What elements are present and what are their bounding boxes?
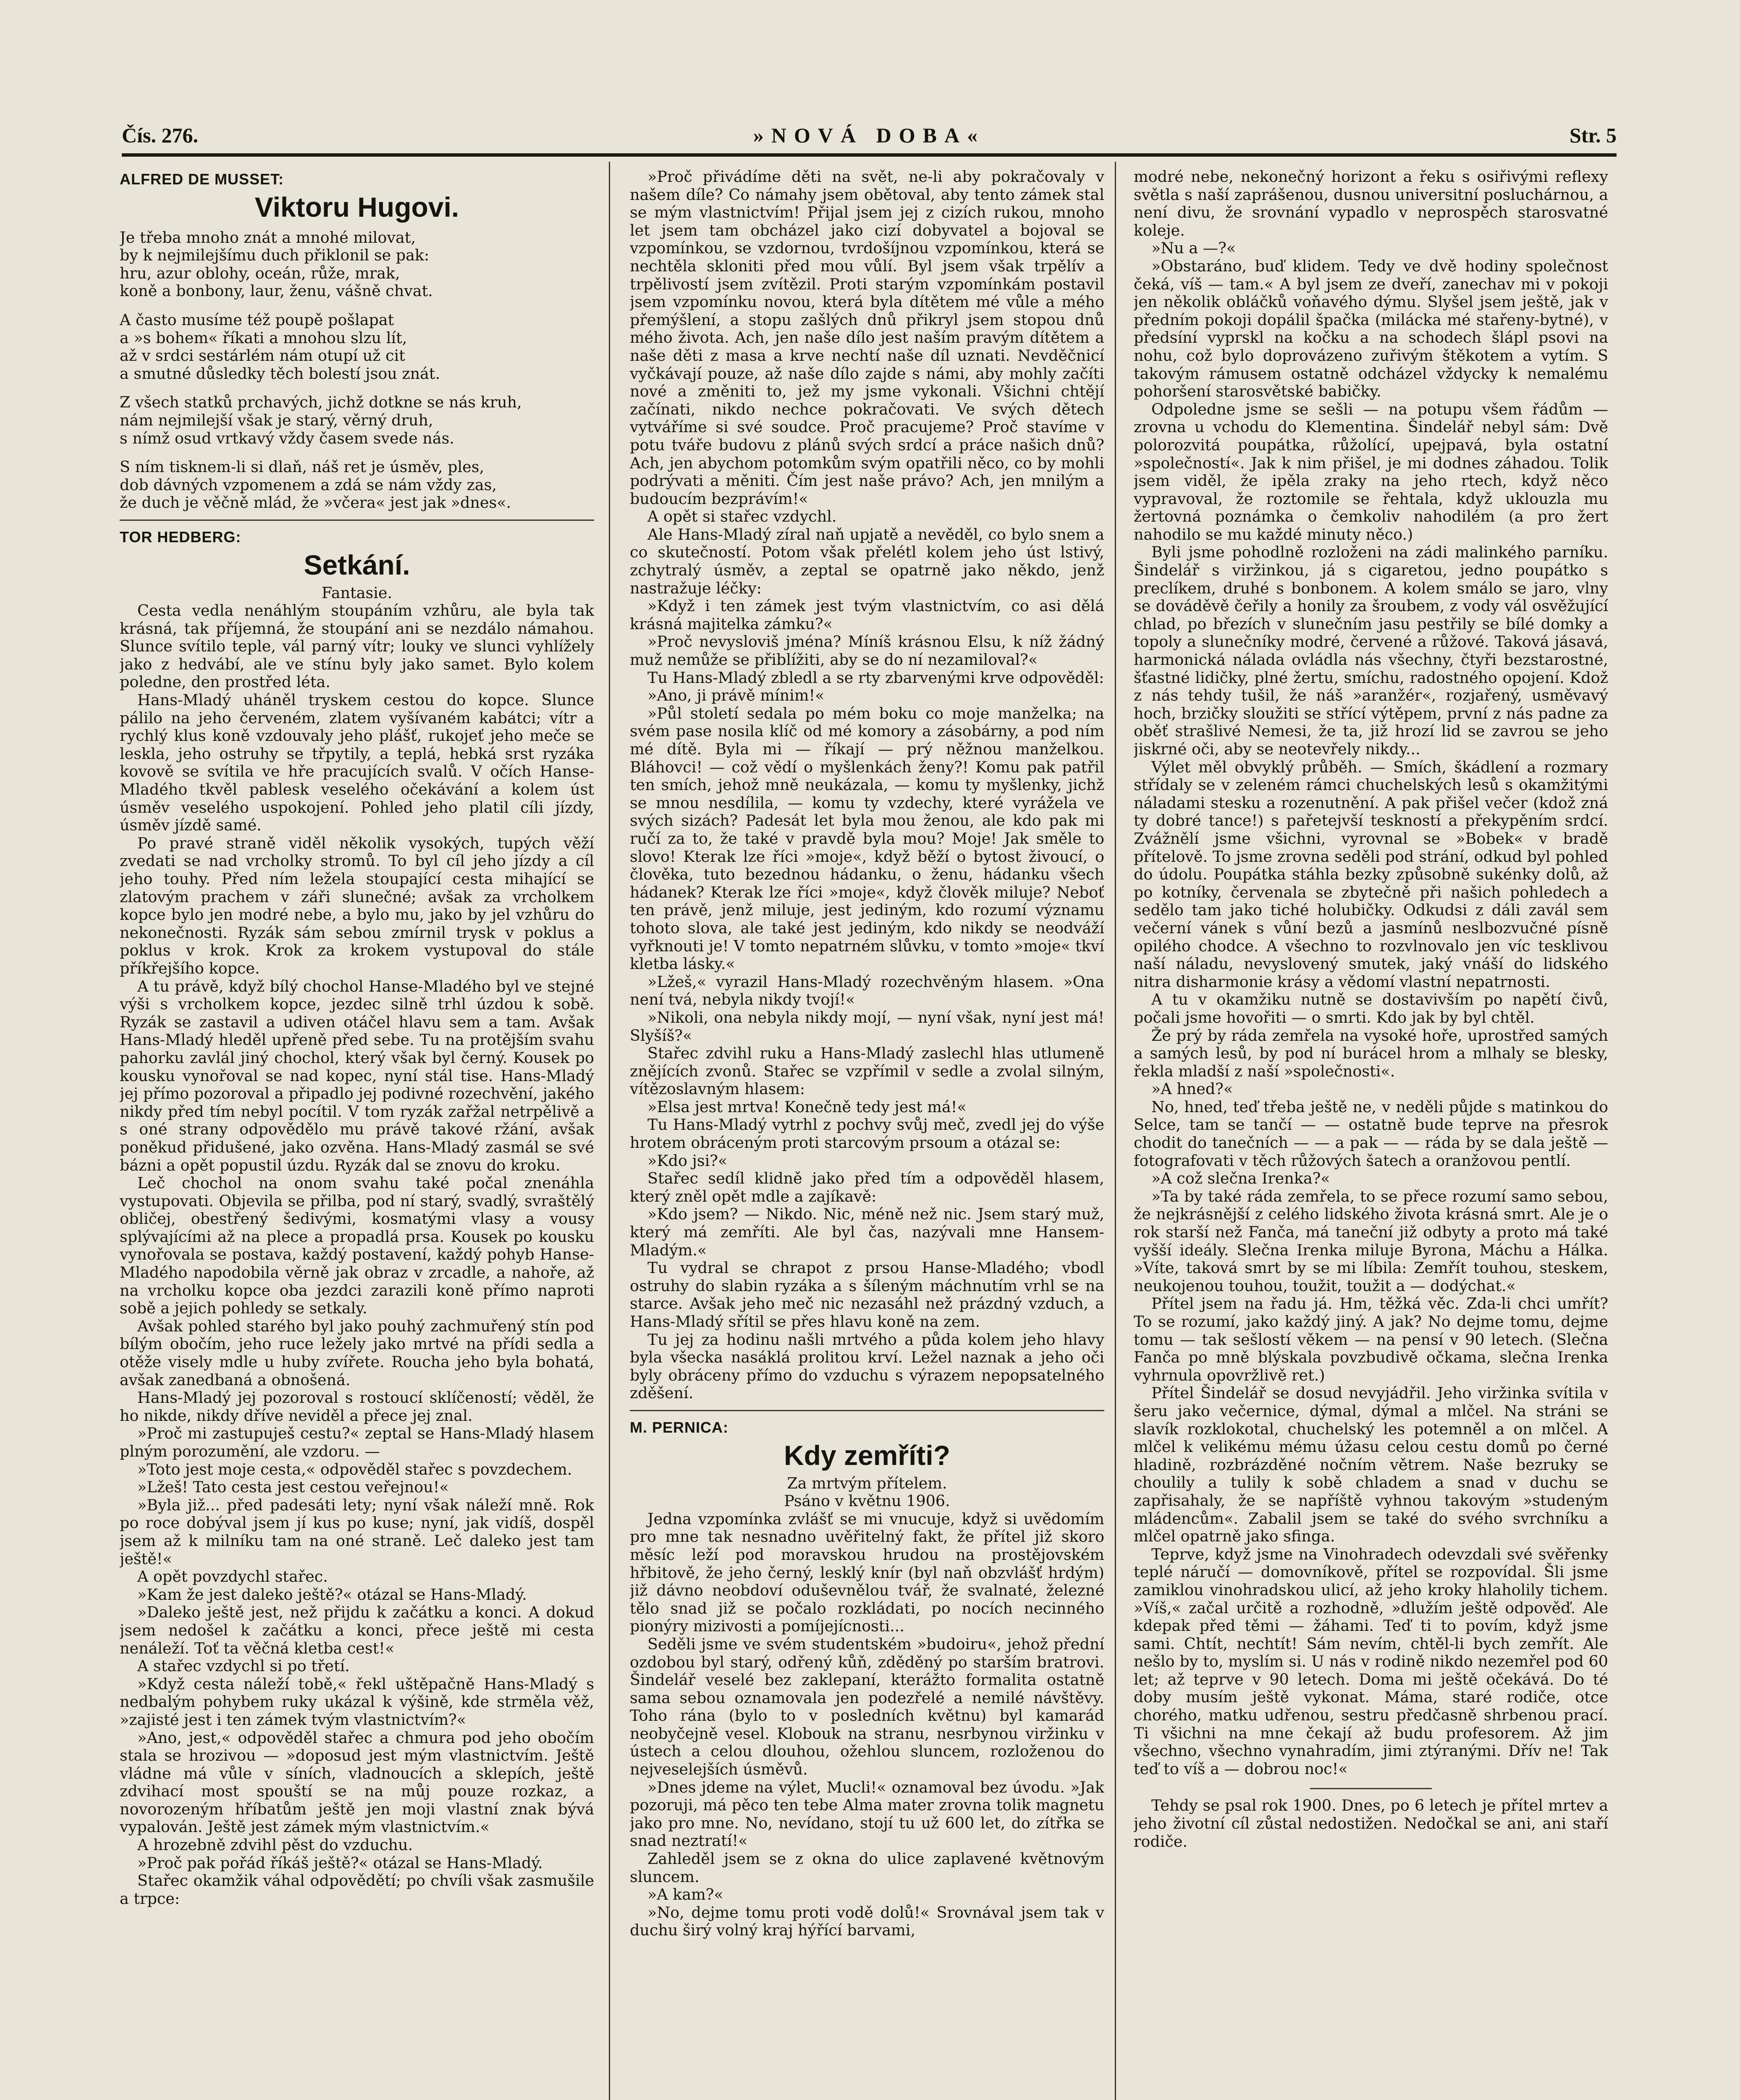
poem-line: až v srdci sestárlém nám otupí už cit bbox=[120, 346, 405, 365]
article-subtitle: Za mrtvým přítelem. bbox=[787, 1474, 947, 1492]
poem-title: Viktoru Hugovi. bbox=[254, 191, 459, 223]
paragraph: A hrozebně zdvihl pěst do vzduchu. bbox=[137, 1836, 413, 1854]
poem-line: a smutné důsledky těch bolestí jsou znát. bbox=[120, 364, 440, 383]
paragraph: Teprve, když jsme na Vinohradech odevzdali své svěřenky teplé náručí — domovníkově, přítel se rozpovídal. Šli jsme zamiklou vinohradskou ulicí, až jeho kroky hlaholily tichem. »Víš,« začal určitě a rozhodně, »dlužím ještě odpověď. Ale kdepak před těmi — žáhami. Teď ti to povím, když jsme sami. Chtít, nechtít! Sám nevím, chtěl-li bych zemřít. Ale nešlo by to, myslím si. U nás v rodině nikdo nezemřel pod 60 let; až teprve v 90 letech. Doma mi ještě očekává. Do té doby musím ještě vykonat. Máma, staré rodiče, otce chorého, matku udřenou, sestru předčasně shrbenou prací. Ti všichni na mne čekají až budu profesorem. Až jim všechno, všechno vynahradím, jimi ztýranými. Dřív ne! Tak teď to víš a — dobrou noc!« bbox=[1134, 1545, 1608, 1778]
paragraph: Ale Hans-Mladý zíral naň upjatě a nevěděl, co bylo snem a co skutečností. Potom však přelétl kolem jeho úst lstivý, zchytralý úsměv, a zeptal se opatrně jako někdo, jenž nastražuje léčky: bbox=[630, 525, 1104, 597]
article-dateline: Psáno v květnu 1906. bbox=[784, 1492, 950, 1510]
poem-line: nám nejmilejší však je starý, věrný druh, bbox=[120, 411, 433, 429]
poem-line: a »s bohem« říkati a mnohou slzu lít, bbox=[120, 328, 407, 347]
article-body bbox=[630, 1510, 1104, 1940]
paragraph: »A hned?« bbox=[1151, 1080, 1233, 1098]
paragraph: Tu jej za hodinu našli mrtvého a půda kolem jeho hlavy byla všecka nasáklá prolitou krví. Ležel naznak a jeho oči byly obráceny přímo do vzduchu s výrazem nepopsatelného zděšení. bbox=[630, 1330, 1104, 1402]
closing-paragraph: Tehdy se psal rok 1900. Dnes, po 6 letech je přítel mrtev a jeho životní cíl zůstal nedostižen. Nedočkal se ani, ani staří rodiče. bbox=[1134, 1796, 1608, 1851]
paragraph: »Lžeš! Tato cesta jest cestou veřejnou!« bbox=[137, 1478, 449, 1496]
paragraph: »Elsa jest mrtva! Konečně tedy jest má!« bbox=[647, 1097, 967, 1116]
poem-line: Z všech statků prchavých, jichž dotkne se nás kruh, bbox=[120, 393, 522, 412]
poem-line: dob dávných vzpomenem a zdá se nám vždy zas, bbox=[120, 475, 497, 494]
paragraph: »Obstaráno, buď klidem. Tedy ve dvě hodiny společnost čeká, víš — tam.« A byl jsem ze dveří, zanechav mi v pokoji jen několik obláčků voňavého dýmu. Slyšel jsem ještě, jak v předním pokoji dopálil špačka (milácka mé stařeny-bytné), v předsíní vyprskl na kočku a na schodech šlápl psovi na nohu, což bylo doprovázeno zuřivým štěkotem a vytím. S takovým rámusem ostatně odcházel vždycky k nemalému pohoršení starosvětské babičky. bbox=[1134, 257, 1608, 401]
paragraph: »Toto jest moje cesta,« odpověděl stařec s povzdechem. bbox=[137, 1460, 572, 1478]
paragraph: »A což slečna Irenka?« bbox=[1151, 1169, 1330, 1188]
article-title: Kdy zemříti? bbox=[784, 1439, 951, 1471]
paragraph: »Když i ten zámek jest tvým vlastnictvím, co asi dělá krásná majitelka zámku?« bbox=[630, 597, 1104, 633]
poem-line: že duch je věčně mlád, že »včera« jest jak »dnes«. bbox=[120, 494, 511, 512]
paragraph: Odpoledne jsme se sešli — na potupu všem řádům — zrovna u vchodu do Klementina. Šindelář nebyl sám: Dvě polorozvitá poupátka, růžolící, upejpavá, byla ostatní »společností«. Jak k nim přišel, je mi dodnes záhadou. Tolik jsem viděl, že ipěla zraky na jeho rtech, když něco vypravoval, že roztomile se řehtala, když uklouzla mu žertovná poznámka o čemkoliv nahodilém (a pro žert nahodilo se mu každé minuty něco.) bbox=[1134, 400, 1608, 543]
paragraph: A tu právě, když bílý chochol Hanse-Mladého byl ve stejné výši s vrcholkem kopce, jezdec silně trhl úzdou k sobě. Ryzák se zastavil a udiven otáčel hlavu sem a tam. Avšak Hans-Mladý hleděl upřeně před sebe. Tu na protějším svahu pahorku zavlál jiný chochol, který však byl černý. Kousek po kousku vynořoval se nad kopec, nyní stál tise. Hans-Mladý jej přímo pozoroval a připadlo jej podivné rozechvění, jakého nikdy před tím nebyl pocítil. V tom ryzák zařžal netrpělivě a s oné strany odpovědělo mu právě takové ržání, avšak poněkud přidušené, jako ozvěna. Hans-Mladý zasmál se své bázni a opět popustil úzdu. Ryzák dal se znovu do kroku. bbox=[120, 977, 594, 1174]
page-number: Str. 5 bbox=[1569, 123, 1617, 147]
poem-line: by k nejmilejšímu duch přiklonil se pak: bbox=[120, 246, 430, 265]
closing-rule bbox=[1310, 1788, 1432, 1789]
paragraph: »A kam?« bbox=[647, 1885, 723, 1904]
paragraph: »Kdo jsi?« bbox=[647, 1151, 728, 1170]
section-rule bbox=[630, 1410, 1104, 1411]
paragraph: Leč chochol na onom svahu také počal znenáhla vystupovati. Objevila se přilba, pod ní starý, svadlý, svraštělý obličej, obestřený šedivými, kosmatými vlasy a vousy splývajícími až na plece a propadlá prsa. Kousek po kousku vynořovala se postava, každý postavení, každý pohyb Hanse-Mladého napodobila věrně jak obraz v zrcadle, a nahoře, až na vrcholku kopce oba jezdci zarazili koně přímo naproti sobě a jejich pohledy se setkaly. bbox=[120, 1174, 594, 1318]
masthead bbox=[122, 120, 1617, 149]
paragraph: »Když cesta náleží tobě,« řekl uštěpačně Hans-Mladý s nedbalým pohybem ruky ukázal k výšině, kde strměla věž, »zajisté jest i ten zámek tvým vlastnictvím?« bbox=[120, 1675, 594, 1729]
paragraph: Jedna vzpomínka zvlášť se mi vnucuje, když si uvědomím pro mne tak nesnadno uvěřitelný fakt, že přítel již skoro měsíc leží pod moravskou hrudou na prostějovském hřbitově, že jeho černý, lesklý knír (byl naň obzvlášť hrdým) již dávno neobdoví oduševnělou tvář, že svalnaté, železné tělo snad již se počalo rozkládati, po nocích necinného pionýry mizivosti a pomíjejícnosti... bbox=[630, 1509, 1104, 1635]
poem-body bbox=[120, 229, 594, 512]
paragraph: »Lžeš,« vyrazil Hans-Mladý rozechvěným hlasem. »Ona není tvá, nebyla nikdy tvojí!« bbox=[630, 972, 1104, 1009]
poem-line: S ním tisknem-li si dlaň, náš ret je úsměv, ples, bbox=[120, 458, 485, 476]
story-title: Setkání. bbox=[304, 549, 410, 580]
paragraph: »Daleko ještě jest, než přijdu k začátku a konci. A dokud jsem nedošel k začátku a konci, přece ještě mi cesta nenáleží. Toť ta věčná kletba cest!« bbox=[120, 1603, 594, 1657]
paragraph: »Nikoli, ona nebyla nikdy mojí, — nyní však, nyní jest má! Slyšíš?« bbox=[630, 1008, 1104, 1045]
story-continuation bbox=[630, 168, 1104, 1402]
column-1 bbox=[120, 168, 594, 2100]
paragraph: Tu vydral se chrapot z prsou Hanse-Mladého; vbodl ostruhy do slabin ryzáka a s šíleným máchnutím vrhl se na starce. Avšak jeho meč nic nezasáhl než prázdný vzduch, a Hans-Mladý sřítil se přes hlavu koně na zem. bbox=[630, 1259, 1104, 1331]
column-3 bbox=[1134, 168, 1608, 2100]
paragraph: A opět povzdychl stařec. bbox=[137, 1567, 328, 1586]
paragraph: A stařec vzdychl si po třetí. bbox=[137, 1657, 350, 1675]
story-body bbox=[120, 602, 594, 1908]
paragraph: Cesta vedla nenáhlým stoupáním vzhůru, ale byla tak krásná, tak příjemná, že stoupání ani se nezdálo námahou. Slunce svítilo teple, vál parný vítr; louky ve slunci vyhlížely jako z hedvábí, ale ve stínu byly jako samet. Bylo kolem poledne, den prostřed léta. bbox=[120, 601, 594, 691]
paragraph: Hans-Mladý uháněl tryskem cestou do kopce. Slunce pálilo na jeho červeném, zlatem vyšívaném kabátci; vítr a rychlý klus koně vzdouvaly jeho plášť, rukojeť jeho meče se leskla, jeho ostruhy se třpytily, a teplá, hebká srst ryzáka kovově se svítila ve hře pracujících svalů. V očích Hanse-Mladého tkvěl pablesk veselého očekávání a kolem úst úsměv veselého uspokojení. Pohled jeho platil cíli jízdy, úsměv jízdě samé. bbox=[120, 691, 594, 835]
paragraph: »Proč pak pořád říkáš ještě?« otázal se Hans-Mladý. bbox=[137, 1853, 543, 1872]
paragraph: »Ano, jest,« odpověděl stařec a chmura pod jeho obočím stala se hrozivou — »doposud jest mým vlastnictvím. Ještě vládne má vůle v síních, vladnoucích a sklepích, ještě zdvihací most spouští se na můj pouze rozkaz, a novorozeným hříbatům ještě jen moji vlastní znak bývá vypalován. Ještě jest zámek mým vlastnictvím.« bbox=[120, 1728, 594, 1836]
newspaper-title: »NOVÁ DOBA« bbox=[753, 123, 985, 147]
paragraph: »Kam že jest daleko ještě?« otázal se Hans-Mladý. bbox=[137, 1585, 527, 1604]
paragraph: Po pravé straně viděl několik vysokých, tupých věží zvedati se nad vrcholky stromů. To byl cíl jeho jízdy a cíl jeho touhy. Před ním ležela stoupající cesta mihající se zlatovým prachem v záři slunečné; avšak za vrcholkem kopce bylo jen modré nebe, a bylo mu, jako by jel vzhůru do nekonečnosti. Ryzák sám sebou zmírnil trysk v poklus a poklus v krok. Krok za krokem vystupoval do stále příkřejšího kopce. bbox=[120, 834, 594, 977]
paragraph: Seděli jsme ve svém studentském »budoiru«, jehož přední ozdobou byl starý, odřený kůň, zděděný po starším bratrovi. Šindelář veselé bez zaklepaní, kterážto formalita ostatně sama sebou oznamovala jen podezřelé a nemilé návštěvy. Toho rána (bylo to v posledních květnu) byl kamarád neobyčejně vesel. Klobouk na stranu, nesrbynou viržinku v ústech a celou dlouhou, ožehlou sluncem, rozloženou do nejveselejších úsměvů. bbox=[630, 1635, 1104, 1779]
poem-line: koně a bonbony, laur, ženu, vášně chvat. bbox=[120, 282, 433, 300]
paragraph: No, hned, teď třeba ještě ne, v neděli půjde s matinkou do Selce, tam se tančí — — ostatně bude teprve na přesrok chodit do tanečních — — a pak — — ráda by se dala ještě — fotografovati v těch růžových šatech a oranžovou pentlí. bbox=[1134, 1097, 1608, 1170]
story-subtitle: Fantasie. bbox=[321, 583, 393, 602]
article-author: M. PERNICA: bbox=[630, 1418, 728, 1436]
paragraph: »Půl století sedala po mém boku co moje manželka; na svém pase nosila klíč od mé komory a zásobárny, a pod ním mé dítě. Byla mi — říkají — prý něžnou manželkou. Bláhovci! — což vědí o myšlenkách ženy?! Komu pak patřil ten smích, jehož mně neukázala, — komu ty myšlenky, jichž se mnou nesdílila, — komu ty vzdechy, které vyrážela ve svých sizách? Padesát let byla mou ženou, ale kdo pak mi ručí za to, že také v pravdě byla mou? Moje! Jak směle to slovo! Kterak lze říci »moje«, když běží o bytost živoucí, o člověka, tuto bezednou hádanku, o ženu, hádanku všech hádanek? Kterak lze říci »moje«, když člověk miluje? Neboť ten právě, jenž miluje, jest jediným, kdo rozumí významu tohoto slova, ale také jest jediným, kdo nikdy se neodváží vyřknouti je! V tomto nepatrném slůvku, v tomto »moje« tkví kletba lásky.« bbox=[630, 704, 1104, 973]
paragraph: »Nu a —?« bbox=[1151, 239, 1236, 257]
column-2 bbox=[630, 168, 1104, 2100]
paragraph: Že prý by ráda zemřela na vysoké hoře, uprostřed samých a samých lesů, by pod ní burácel hrom a mlhaly se blesky, řekla mladší z naší »společnosti«. bbox=[1134, 1026, 1608, 1080]
paragraph: »Ano, ji právě mínim!« bbox=[647, 686, 825, 705]
paragraph: »Kdo jsem? — Nikdo. Nic, méně než nic. Jsem starý muž, který má zemříti. Ale byl čas, nazývali mne Hansem-Mladým.« bbox=[630, 1205, 1104, 1259]
paragraph: A tu v okamžiku nutně se dostavivším po napětí čivů, počali jsme hovořiti — o smrti. Kdo jak by byl chtěl. bbox=[1134, 990, 1608, 1026]
section-rule bbox=[120, 520, 594, 521]
paragraph: Přítel jsem na řadu já. Hm, těžká věc. Zda-li chci umřít? To se rozumí, jako každý jiný. A jak? No dejme tomu, dejme tomu — tak sešlostí věkem — na pensí v 90 letech. (Slečna Fanča po mně blýskala povzbudivě očkama, slečna Irenka vyhrnula opovržlivě ret.) bbox=[1134, 1294, 1608, 1384]
issue-number: Čís. 276. bbox=[122, 123, 198, 147]
paragraph: »No, dejme tomu proti vodě dolů!« Srovnával jsem tak v duchu širý volný kraj hýřící barvami, bbox=[630, 1903, 1104, 1940]
paragraph: »Proč přivádíme děti na svět, ne-li aby pokračovaly v našem díle? Co námahy jsem obětoval, aby tento zámek stal se mým vlastnictvím! Přijal jsem jej z cizích rukou, mnoho let jsem tam obcházel jako cizí dobyvatel a bojoval se vzpomínkou, se vzdornou, tvrdošíjnou vzpomínkou, která se nechtěla skloniti před mou vůlí. Byl jsem však trpělív a trpělivostí jsem zvítězil. Proti starým vzpomínkám postavil jsem vzpomínku novou, která byla dítětem mé vůle a mého přemýšlení, a stopu zašlých dnů přikryl jsem stopou dnů mého života. Ach, jen naše dílo jest naším pravým dítětem a naše děti z masa a krve nechtí naše díl uznati. Nevděčnicí vyčkávají pouze, až naše dílo zajde s námi, aby mohly začíti nové a změniti to, jež my jsme vykonali. Všichni chtějí začínati, nikdo nechce pokračovati. Ve svých dětech vytváříme si své soudce. Proč pracujeme? Proč stavíme v potu tváře budovu z plánů svých srdcí a práce našich dnů? Ach, jen abychom potomkům svým opatřili něco, co by mohli podrývati a měniti. Čím jest naše právo? Ach, jen mnilým a budoucím bezprávím!« bbox=[630, 168, 1104, 508]
story-author: TOR HEDBERG: bbox=[120, 528, 241, 546]
paragraph: Přítel Šindelář se dosud nevyjádřil. Jeho viržinka svítila v šeru jako večernice, dýmal, dýmal a mlčel. Na stráni se slavík rozklokotal, chuchelský les potemněl a on mlčel. A mlčel k velikému mému úžasu celou cestu domů po černé hladině, rozbrázděné nočním větrem. Naše bezruky se choulily a tulily k sobě chladem a snad v duchu se zapřisahaly, že se napříště vyhnou takovým »studeným mládencům«. Zabalil jsem se také do svého svrchníku a mlčel opatrně jako sfinga. bbox=[1134, 1384, 1608, 1546]
paragraph: Tu Hans-Mladý vytrhl z pochvy svůj meč, zvedl jej do výše hrotem obráceným proti starcovým prsoum a otázal se: bbox=[630, 1116, 1104, 1152]
column-divider bbox=[609, 162, 610, 2100]
paragraph: »Dnes jdeme na výlet, Mucli!« oznamoval bez úvodu. »Jak pozoruji, má pěco ten tebe Alma mater zrovna tolik magnetu jako pro mne. No, nevídano, stojí tu už 600 let, do zítřka se snad neztratí!« bbox=[630, 1778, 1104, 1850]
paragraph: Stařec sedíl klidně jako před tím a odpověděl hlasem, který zněl opět mdle a zajíkavě: bbox=[630, 1169, 1104, 1205]
paragraph: Byli jsme pohodlně rozloženi na zádi malinkého parníku. Šindelář s viržinkou, já s cigaretou, jedno poupátko s preclíkem, druhé s bonbonem. A kolem smálo se jaro, vlny se dováděvě čeřily a honily za šroubem, z vody vál osvěžující chlad, po březích v slunečním jasu pestřily se bílé domky a topoly a slunečníky modré, červené a růžové. Taková jásavá, harmonická nálada ovládla nás všechny, čtyři bezstarostné, šťastné lidičky, plné žertu, smíchu, radostného opojení. Kdož z nás tehdy tušil, že náš »aranžér«, rozjařený, usměvavý hoch, brzičky sloužiti se střící výtěpem, první z nás padne za oběť strašlivé Nemesi, že ta, již hrozí lid se zavrou se jeho jiskrné oči, aby se neotevřely nikdy... bbox=[1134, 543, 1608, 758]
paragraph: Tu Hans-Mladý zbledl a se rty zbarvenými krve odpověděl: bbox=[647, 668, 1104, 687]
paragraph: »Proč nevysloviš jména? Míníš krásnou Elsu, k níž žádný muž nemůže se přiblížiti, aby se do ní nezamiloval?« bbox=[630, 633, 1104, 669]
paragraph: A opět si stařec vzdychl. bbox=[647, 507, 837, 526]
poem-line: A často musíme též poupě pošlapat bbox=[120, 310, 394, 329]
paragraph: »Ta by také ráda zemřela, to se přece rozumí samo sebou, že nejkrásnější z celého lidského života krásná smrt. Ale je o rok starší než Fanča, má taneční již odbyty a proto má také vyšší ideály. Slečna Irenka miluje Byrona, Máchu a Hálka. »Víte, taková smrt by se mi líbila: Zemřít touhou, steskem, neukojenou touhou, toužit, toužit a — dodýchat.« bbox=[1134, 1187, 1608, 1295]
poem-author: ALFRED DE MUSSET: bbox=[120, 171, 284, 188]
masthead-rule bbox=[122, 153, 1617, 157]
paragraph: Výlet měl obvyklý průběh. — Smích, škádlení a rozmary střídaly se v zeleném rámci chuchelských lesů s okamžitými náladami stesku a rozenutnění. A pak přišel večer (kdož zná ty dobré tance!) s pařetejvší teskností a překypěním srdcí. Zvážnělí jsme všichni, vyrovnal se »Bobek« v bradě přítelově. To jsme zrovna seděli pod strání, odkud byl pohled do údolu. Poupátka stáhla bezky způsobně sukénky dolů, až po kotníky, červenala se zbytečně při našich pohledech a sedělo tam jako tiché holubičky. Odkudsi z dáli zavál sem večerní vánek s vůní bezů a jasmínů neslbozvučné písně opilého chodce. A všechno to rozvlnovalo jen víc tesklivou naší náladu, nevyslovený smutek, jaký vnáší do lidského nitra disharmonie krásy a vědomí vlastní nepatrnosti. bbox=[1134, 758, 1608, 991]
paragraph: Stařec zdvihl ruku a Hans-Mladý zaslechl hlas utlumeně znějících zvonů. Stařec se vzpřímil v sedle a zvolal silným, vítězoslavným hlasem: bbox=[630, 1044, 1104, 1098]
paragraph: Zahleděl jsem se z okna do ulice zaplavené květnovým sluncem. bbox=[630, 1850, 1104, 1886]
article-continuation bbox=[1134, 168, 1608, 1778]
paragraph: modré nebe, nekonečný horizont a řeku s osiřivými reflexy světla s naší zaprášenou, dusnou universitní posluchárnou, a není divu, že srovnání vypadlo v neprospěch starosvatné koleje. bbox=[1134, 168, 1608, 239]
paragraph: Avšak pohled starého byl jako pouhý zachmuřený stín pod bílým obočím, jeho ruce ležely jako mrtvé na přídi sedla a otěže visely mdle u huby zvířete. Roucha jeho byla bohatá, avšak zanedbaná a obnošená. bbox=[120, 1317, 594, 1389]
paragraph: »Proč mi zastupuješ cestu?« zeptal se Hans-Mladý hlasem plným porozumění, ale vzdoru. — bbox=[120, 1424, 594, 1460]
paragraph: Stařec okamžik váhal odpovědětí; po chvíli však zasmušile a trpce: bbox=[120, 1872, 594, 1908]
column-divider bbox=[1115, 162, 1116, 2100]
poem-line: hru, azur oblohy, oceán, růže, mrak, bbox=[120, 264, 400, 282]
paragraph: Hans-Mladý jej pozoroval s rostoucí sklíčeností; věděl, že ho nikde, nikdy dříve neviděl a přece jej znal. bbox=[120, 1389, 594, 1425]
poem-line: s nímž osud vrtkavý vždy časem svede nás. bbox=[120, 429, 454, 447]
poem-line: Je třeba mnoho znát a mnohé milovat, bbox=[120, 228, 416, 247]
paragraph: »Byla již... před padesáti lety; nyní však náleží mně. Rok po roce dobýval jsem jí kus po kuse; nyní, jak vidíš, dospěl jsem až k milníku tam na oné straně. Leč daleko jest tam ještě!« bbox=[120, 1496, 594, 1568]
